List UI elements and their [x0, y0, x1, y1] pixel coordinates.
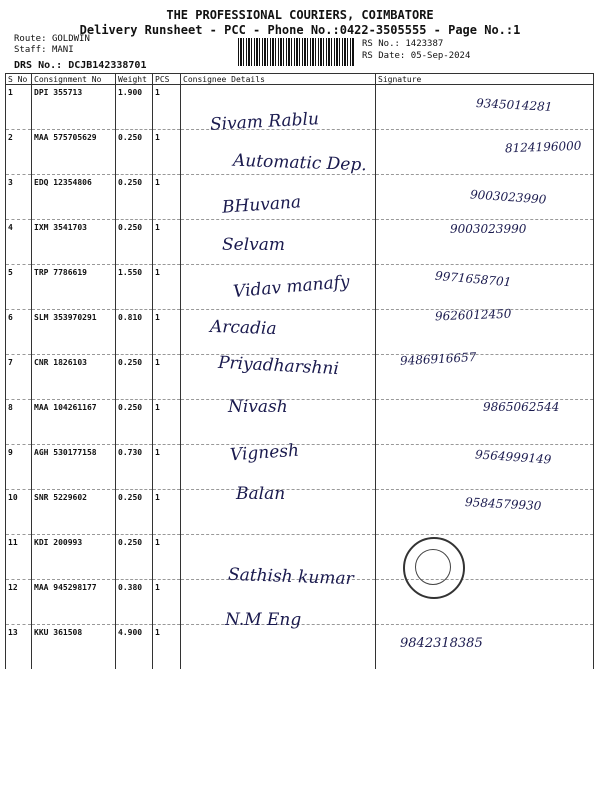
handwritten-phone: 9584579930 [464, 495, 542, 513]
route-label: Route: [14, 34, 47, 44]
footer-phone: 9842318385 [400, 636, 483, 651]
stamp-center [415, 549, 451, 585]
handwritten-phone: 9345014281 [475, 96, 553, 114]
row-pcs: 1 [153, 220, 181, 265]
handwritten-phone: 9486916657 [399, 350, 477, 368]
row-consignment-no: MAA 575705629 [32, 130, 116, 175]
row-pcs: 1 [153, 625, 181, 670]
row-sno: 6 [6, 310, 32, 355]
row-pcs: 1 [153, 535, 181, 580]
handwritten-consignee: Selvam [222, 235, 286, 255]
row-weight: 0.250 [116, 400, 153, 445]
col-consignment: Consignment No [32, 74, 116, 85]
row-weight: 0.730 [116, 445, 153, 490]
runsheet-subtitle: Delivery Runsheet - PCC - Phone No.:0422-3505555 - Page No.:1 [79, 23, 521, 37]
handwritten-phone: 9003023990 [450, 222, 527, 236]
handwritten-consignee: Automatic Dep. [232, 150, 368, 176]
handwritten-phone: 9564999149 [474, 447, 552, 467]
handwritten-consignee: N.M Eng [225, 610, 302, 630]
row-weight: 1.900 [116, 85, 153, 130]
row-consignment-no: EDQ 12354806 [32, 175, 116, 220]
row-pcs: 1 [153, 490, 181, 535]
row-consignment-no: KKU 361508 [32, 625, 116, 670]
row-sno: 10 [6, 490, 32, 535]
handwritten-phone: 9865062544 [483, 400, 560, 414]
table-row [6, 625, 594, 670]
row-sno: 1 [6, 85, 32, 130]
col-signature: Signature [376, 74, 594, 85]
row-consignment-no: MAA 945298177 [32, 580, 116, 625]
rs-date-label: RS Date: [362, 51, 406, 61]
handwritten-phone: 8124196000 [504, 138, 582, 156]
row-sno: 13 [6, 625, 32, 670]
handwritten-consignee: BHuvana [221, 192, 302, 218]
company-stamp [403, 537, 465, 599]
staff-label: Staff: [14, 45, 47, 55]
row-consignment-no: SLM 353970291 [32, 310, 116, 355]
col-weight: Weight [116, 74, 153, 85]
rs-date-value: 05-Sep-2024 [410, 51, 471, 61]
handwritten-consignee: Vidav manafy [232, 271, 351, 303]
row-consignment-no: CNR 1826103 [32, 355, 116, 400]
company-title: THE PROFESSIONAL COURIERS, COIMBATORE [166, 8, 434, 22]
rs-no-label: RS No.: [362, 39, 400, 49]
table-header-row [6, 74, 594, 85]
col-sno: S No [6, 74, 32, 85]
row-weight: 0.250 [116, 490, 153, 535]
drs-value: DCJB142338701 [68, 60, 147, 71]
row-weight: 0.810 [116, 310, 153, 355]
row-weight: 0.250 [116, 535, 153, 580]
rs-date-line [362, 51, 470, 61]
col-consignee: Consignee Details [181, 74, 376, 85]
row-consignment-no: MAA 104261167 [32, 400, 116, 445]
handwritten-consignee: Priyadharshni [217, 352, 340, 380]
staff-value: MANI [51, 45, 74, 55]
drs-label: DRS No.: [14, 60, 63, 71]
row-pcs: 1 [153, 265, 181, 310]
row-pcs: 1 [153, 175, 181, 220]
handwritten-consignee: Sathish kumar [227, 564, 355, 590]
row-pcs: 1 [153, 580, 181, 625]
handwritten-phone: 9003023990 [469, 187, 547, 207]
row-consignee-cell [181, 625, 376, 670]
row-consignment-no: IXM 3541703 [32, 220, 116, 265]
row-pcs: 1 [153, 355, 181, 400]
col-pcs: PCS [153, 74, 181, 85]
row-sno: 4 [6, 220, 32, 265]
handwritten-phone: 9626012450 [434, 306, 512, 324]
row-sno: 12 [6, 580, 32, 625]
row-consignment-no: AGH 530177158 [32, 445, 116, 490]
barcode [238, 38, 354, 66]
staff-line [14, 45, 74, 55]
handwritten-consignee: Vignesh [229, 440, 300, 466]
row-consignment-no: SNR 5229602 [32, 490, 116, 535]
row-pcs: 1 [153, 130, 181, 175]
row-consignment-no: KDI 200993 [32, 535, 116, 580]
row-pcs: 1 [153, 85, 181, 130]
row-pcs: 1 [153, 310, 181, 355]
row-weight: 0.250 [116, 355, 153, 400]
row-sno: 3 [6, 175, 32, 220]
row-weight: 4.900 [116, 625, 153, 670]
handwritten-consignee: Arcadia [209, 316, 277, 340]
rs-no-line [362, 39, 443, 49]
row-sno: 7 [6, 355, 32, 400]
row-pcs: 1 [153, 400, 181, 445]
route-value: GOLDWIN [51, 34, 90, 44]
row-sno: 11 [6, 535, 32, 580]
row-pcs: 1 [153, 445, 181, 490]
handwritten-consignee: Sivam Rablu [209, 109, 320, 135]
row-consignment-no: DPI 355713 [32, 85, 116, 130]
row-sno: 2 [6, 130, 32, 175]
row-consignment-no: TRP 7786619 [32, 265, 116, 310]
handwritten-consignee: Nivash [228, 397, 288, 417]
drs-line [14, 60, 146, 71]
rs-no-value: 1423387 [405, 39, 444, 49]
row-weight: 0.250 [116, 130, 153, 175]
handwritten-consignee: Balan [236, 484, 286, 504]
row-weight: 0.380 [116, 580, 153, 625]
row-weight: 0.250 [116, 220, 153, 265]
row-sno: 8 [6, 400, 32, 445]
row-sno: 9 [6, 445, 32, 490]
handwritten-phone: 9971658701 [434, 268, 512, 290]
row-weight: 1.550 [116, 265, 153, 310]
route-line [14, 34, 90, 44]
row-weight: 0.250 [116, 175, 153, 220]
row-sno: 5 [6, 265, 32, 310]
